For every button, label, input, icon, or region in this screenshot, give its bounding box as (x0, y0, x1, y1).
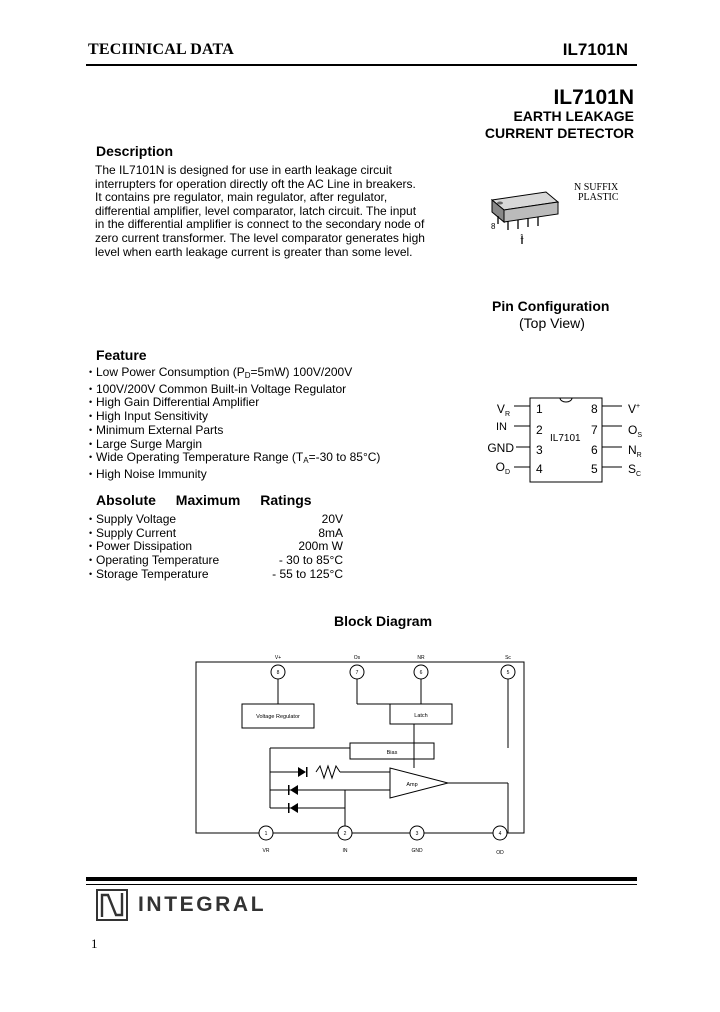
bottom-pin-num: 3 (415, 831, 419, 837)
right-pin-name: $N_R$ (628, 443, 642, 459)
bottom-pin-label: GND (411, 848, 423, 854)
left-pin-name: GND (487, 441, 514, 455)
footer-rule-thin (86, 884, 637, 885)
top-pin-num: 6 (419, 670, 423, 676)
left-pin-name: IN (496, 421, 507, 433)
bottom-pin-label: IN (342, 848, 348, 854)
bias-label: Bias (386, 750, 398, 756)
right-pin-name: V+ (628, 402, 641, 416)
diode (290, 785, 298, 795)
description-body (95, 164, 430, 259)
block-diagram-heading: Block Diagram (334, 613, 433, 629)
bottom-pin-label: OD (496, 850, 504, 856)
outer-frame (196, 662, 524, 833)
right-pin-name: $O_S$ (628, 423, 643, 439)
top-pin-label: NR (417, 655, 425, 661)
integral-logo-icon (96, 889, 128, 921)
description-line: interrupters for operation directly oft the AC Line in breakers. (95, 176, 416, 191)
chip-notch (560, 398, 572, 402)
block-diagram (190, 648, 530, 860)
description-line: It contains pre regulator, main regulator, after regulator, (95, 190, 388, 205)
right-pin-num: 5 (591, 462, 598, 476)
left-pin-num: 1 (536, 402, 543, 416)
part-title: IL7101N (553, 86, 634, 109)
rating-row: • Storage Temperature - 55 to 125°C (89, 568, 343, 582)
package-type-label: PLASTIC (578, 192, 619, 203)
rating-row: • Operating Temperature - 30 to 85°C (89, 554, 343, 568)
latch-label: Latch (414, 713, 428, 719)
feature-item: • Large Surge Margin (89, 438, 380, 452)
bottom-pin-num: 1 (264, 831, 268, 837)
diode (298, 767, 306, 777)
feature-heading: Feature (96, 347, 147, 363)
pin-config-subheading: (Top View) (519, 315, 585, 331)
top-pin-num: 7 (355, 670, 359, 676)
description-heading: Description (96, 143, 174, 159)
package-pin1-mark: 1 (520, 234, 524, 241)
bottom-pin-label: VR (262, 848, 270, 854)
bottom-pin-num: 2 (343, 831, 347, 837)
feature-list (89, 366, 380, 482)
header-doc-type: TECIINICAL DATA (88, 41, 234, 58)
amp-triangle (390, 768, 448, 798)
left-pin-name: $V_R$ (496, 402, 510, 418)
right-pin-name: $S_C$ (628, 462, 642, 478)
right-pin-num: 7 (591, 423, 598, 437)
pin-config-heading: Pin Configuration (492, 298, 610, 314)
page-number: 1 (91, 936, 98, 951)
feature-item: • High Input Sensitivity (89, 410, 380, 424)
feature-item: • 100V/200V Common Built-in Voltage Regulator (89, 383, 380, 397)
rating-row: • Supply Current 8mA (89, 527, 343, 541)
description-line: level when earth leakage current is greater than some level. (95, 244, 413, 259)
feature-item: • Low Power Consumption $(P_D=5mW)$ 100V/200V (89, 366, 380, 383)
header-rule (86, 64, 637, 66)
description-line: zero current transformer. The level comparator generates high (95, 230, 425, 245)
right-pin-num: 6 (591, 443, 598, 457)
feature-item: • Wide Operating Temperature Range ($T_A=-30$ to 85°C) (89, 451, 380, 468)
ratings-list (89, 513, 343, 582)
bottom-pin-num: 4 (498, 831, 502, 837)
dip-package-image (486, 178, 566, 248)
top-pin-label: Os (353, 655, 361, 661)
rating-row: • Supply Voltage 20V (89, 513, 343, 527)
package-pin8-mark: 8 (491, 222, 496, 231)
brand-name: INTEGRAL (138, 893, 267, 916)
header-part-number: IL7101N (562, 40, 628, 59)
chip-label: IL7101 (550, 433, 581, 444)
pin-configuration-diagram (474, 392, 654, 484)
top-pin-num: 8 (276, 670, 280, 676)
package-suffix-label: N SUFFIX (574, 182, 619, 193)
top-pin-num: 5 (506, 670, 510, 676)
feature-item: • High Gain Differential Amplifier (89, 396, 380, 410)
left-pin-num: 4 (536, 462, 543, 476)
vreg-label: Voltage Regulator (256, 714, 300, 720)
description-line: in the differential amplifier is connect to the secondary node of (95, 217, 425, 232)
description-line: The IL7101N is designed for use in earth leakage circuit (95, 163, 392, 177)
description-line: differential amplifier, level comparator, latch circuit. The input (95, 203, 417, 218)
top-pin-label: V+ (274, 655, 282, 661)
left-pin-name: $O_D$ (495, 460, 510, 476)
feature-item: • High Noise Immunity (89, 468, 380, 482)
left-pin-num: 3 (536, 443, 543, 457)
right-pin-num: 8 (591, 402, 598, 416)
part-subtitle-line2: CURRENT DETECTOR (484, 125, 634, 141)
ratings-heading: Absolute Maximum Ratings (96, 492, 312, 508)
part-subtitle-line1: EARTH LEAKAGE (513, 108, 634, 124)
rating-row: • Power Dissipation 200m W (89, 540, 343, 554)
feature-item: • Minimum External Parts (89, 424, 380, 438)
resistor (316, 766, 340, 778)
footer-rule-thick (86, 877, 637, 881)
diode (290, 803, 298, 813)
top-pin-label: Sc (505, 655, 511, 661)
left-pin-num: 2 (536, 423, 543, 437)
amp-label: Amp (406, 782, 418, 788)
